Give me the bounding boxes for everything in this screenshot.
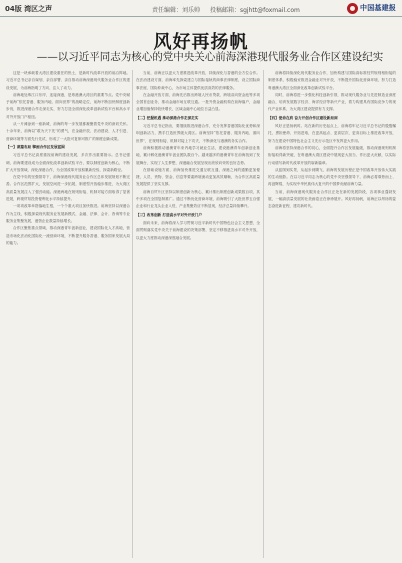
submission-email: 投稿邮箱：sgjhtt@foxmail.com	[210, 7, 300, 14]
section-heading: 【四】使命在肩 奋力开创合作区建设新局面	[268, 115, 338, 120]
newspaper-logo-icon	[347, 3, 358, 14]
article-title: 风好再扬帆	[153, 32, 249, 53]
body-paragraph: 当前，前海深港现代服务业合作区正处在新的发展阶段，各项事业蓬勃发展，一幅高质量发展的壮美画卷正在徐徐展开。风好再扬帆，前海正以昂扬的姿态奋进新征程、建功新时代。	[268, 189, 396, 209]
article-column-3	[268, 70, 396, 558]
body-paragraph: 在党中央的坚强领导下，前海深港现代服务业合作区总体发展规划不断完善。合作区范围扩大，发展空间进一步拓展，制度型开放稳步推进，为大湾区高质量发展注入了强劲动能。深港两地在规则衔接、机制对接方面取得了显著进展，跨境贸易投资便利化水平持续提升。	[6, 175, 130, 202]
body-paragraph: 在基础设施方面，前海加快推进交通互联互通，深港之间的通勤更加便捷，人员、货物、资金、信息等要素跨境流动更加高效顺畅，为合作区高质量发展提供了坚实支撑。	[136, 167, 260, 187]
body-paragraph: 在金融开放方面，前海先后推出跨境人民币贷款、跨境双向资金池等多项全国首创业务，推动金融市场互联互通。一批外资金融机构在前海落户，金融业增加值保持较快增长，区域金融中心地位日益凸显。	[136, 92, 260, 112]
article-subtitle: ——以习近平同志为核心的党中央关心前海深港现代服务业合作区建设纪实	[36, 51, 384, 63]
editor-credit: 责任编辑：刘乐帅	[152, 7, 201, 14]
article-column-2	[136, 70, 260, 558]
body-paragraph: 当前，前海正以更大力度推进改革开放，持续深化与香港的全方位合作。在法治建设方面，前海率先探索建立与国际接轨的商事法律制度，设立国际商事法庭、国际仲裁中心，为市场主体提供优质高效的法律服务。	[136, 71, 260, 90]
body-paragraph: 风好正是扬帆时。站在新的历史起点上，前海将牢记习近平总书记的殷殷嘱托，勇担使命、开拓进取，在更高起点、更高层次、更高目标上推进改革开放，努力在建设中国特色社会主义先行示范区中发挥更大作用。	[268, 124, 396, 143]
body-paragraph: 面向未来，前海将深入学习贯彻习近平新时代中国特色社会主义思想，全面贯彻落实党中央关于前海建设的决策部署，坚定不移推进高水平对外开放，以更大力度推动深港深度融合发展。	[136, 220, 260, 240]
newspaper-logo	[347, 1, 396, 15]
body-paragraph: 这是一块承载着大湾区建设重任的热土，是新时代改革开放的前沿阵地。习近平总书记亲自谋划、亲自部署、亲自推动前海深港现代服务业合作区的建设发展，为前海指明了方向、注入了动力。	[6, 71, 130, 90]
body-paragraph: 习近平总书记高度重视前海的建设发展，多次作出重要指示。总书记强调，前海要建设成为全面深化改革创新试验平台，要以制度创新为核心，不断扩大开放领域，深化深港合作，为全国改革开放积累新经验、探索新路径。	[6, 153, 130, 172]
body-paragraph: 前海将坚持深港合作的初心，全面提升合作区发展能级，推动深港规则机制衔接取得新突破，在粤港澳大湾区建设中展现更大担当、作出更大贡献，以实际行动谱写新时代改革开放的崭新篇章。	[268, 145, 396, 165]
body-paragraph: 同时，前海将进一步强化科技创新引领，推动现代服务业与先进制造业深度融合，培育发展数字经济、海洋经济等新兴产业，着力构建具有国际竞争力的现代产业体系，为大湾区建设提供有力支撑。	[268, 92, 396, 112]
column-divider	[132, 70, 133, 558]
section-heading: 【一】谋篇布局 擘画合作区发展蓝图	[6, 144, 65, 149]
section-heading: 【二】把握机遇 推动深港合作走深走实	[136, 115, 199, 120]
body-paragraph: 前海将持续深化现代服务业合作，加快构建与国际高标准经贸规则相衔接的制度体系，积极稳妥推进金融业对外开放，不断提升国际化营商环境，努力打造粤港澳大湾区全面深化改革创新试验平台。	[268, 71, 396, 90]
article-column-1	[6, 70, 130, 558]
newspaper-logo-text: 中国基建报	[360, 4, 396, 12]
body-paragraph: 习近平总书记指出，要继续推进深港合作，充分发挥香港国际化优势和深圳创新活力，携手打造世界级大湾区。前海坚持“依托香港、服务内地、面向世界”，在规则衔接、机制对接上下功夫，不断深化与港澳的务实合作。	[136, 124, 260, 143]
body-paragraph: 合作区聚焦重点领域，推动深港青年创新创业，建设国际化人才高地，营造市场化法治化国际化一流营商环境，不断提升服务香港、服务国家发展大局的能力。	[6, 226, 130, 245]
body-paragraph: 前海积极推动港澳青年来内地学习就业生活，建设港澳青年创新创业基地，累计孵化港澳青年创业团队数百个。越来越多的港澳青年在前海找到了发展舞台，实现了人生梦想，深港融合发展呈现出欣欣向荣的良好态势。	[136, 145, 260, 165]
page-header	[0, 0, 402, 17]
section-heading: 【三】改革创新 打造高水平对外开放门户	[136, 212, 202, 217]
section-label: 04版 湾区之声	[5, 5, 53, 13]
body-paragraph: 前海自贸片区坚持以制度创新为核心，累计推出制度创新成果数百项，其中多项在全国复制推广。通过不断优化营商环境，前海吸引了大批世界五百强企业和行业龙头企业入驻，产业集聚效应不断显现，经济总量持续攀升。	[136, 189, 260, 209]
body-paragraph: 前海地处珠江口东岸，连接深港，是粤港澳大湾区的重要节点。党中央赋予前海“依托香港、服务内地、面向世界”的战略定位，前海不断加快制度创新步伐，推进深港合作走深走实，努力打造全面深化改革创新试验平台和高水平对外开放门户枢纽。	[6, 92, 130, 119]
body-paragraph: 从蓝图到实景，从起步到腾飞，前海的发展历程正是中国改革开放伟大实践的生动缩影。在以习近平同志为核心的党中央坚强领导下，前海必将乘势而上、再创辉煌，为实现中华民族伟大复兴的中国梦贡献前海力量。	[268, 167, 396, 187]
column-divider	[263, 70, 264, 558]
body-paragraph: 从一片滩涂到一座新城，前海的每一步发展都凝聚着党中央的深切关怀。十余年来，前海以“敢为天下先”的勇气，在金融开放、法治建设、人才引进、营商环境等方面先行先试，形成了一大批可复制可推广的制度创新成果。	[6, 122, 130, 141]
body-paragraph: 一项项改革举措落地生根，一个个重大项目加快推进。前海坚持以深港合作为主线，积极探索现代服务业发展新模式，金融、法律、会计、咨询等专业服务业集聚发展，港资企业数量持续增长。	[6, 204, 130, 223]
